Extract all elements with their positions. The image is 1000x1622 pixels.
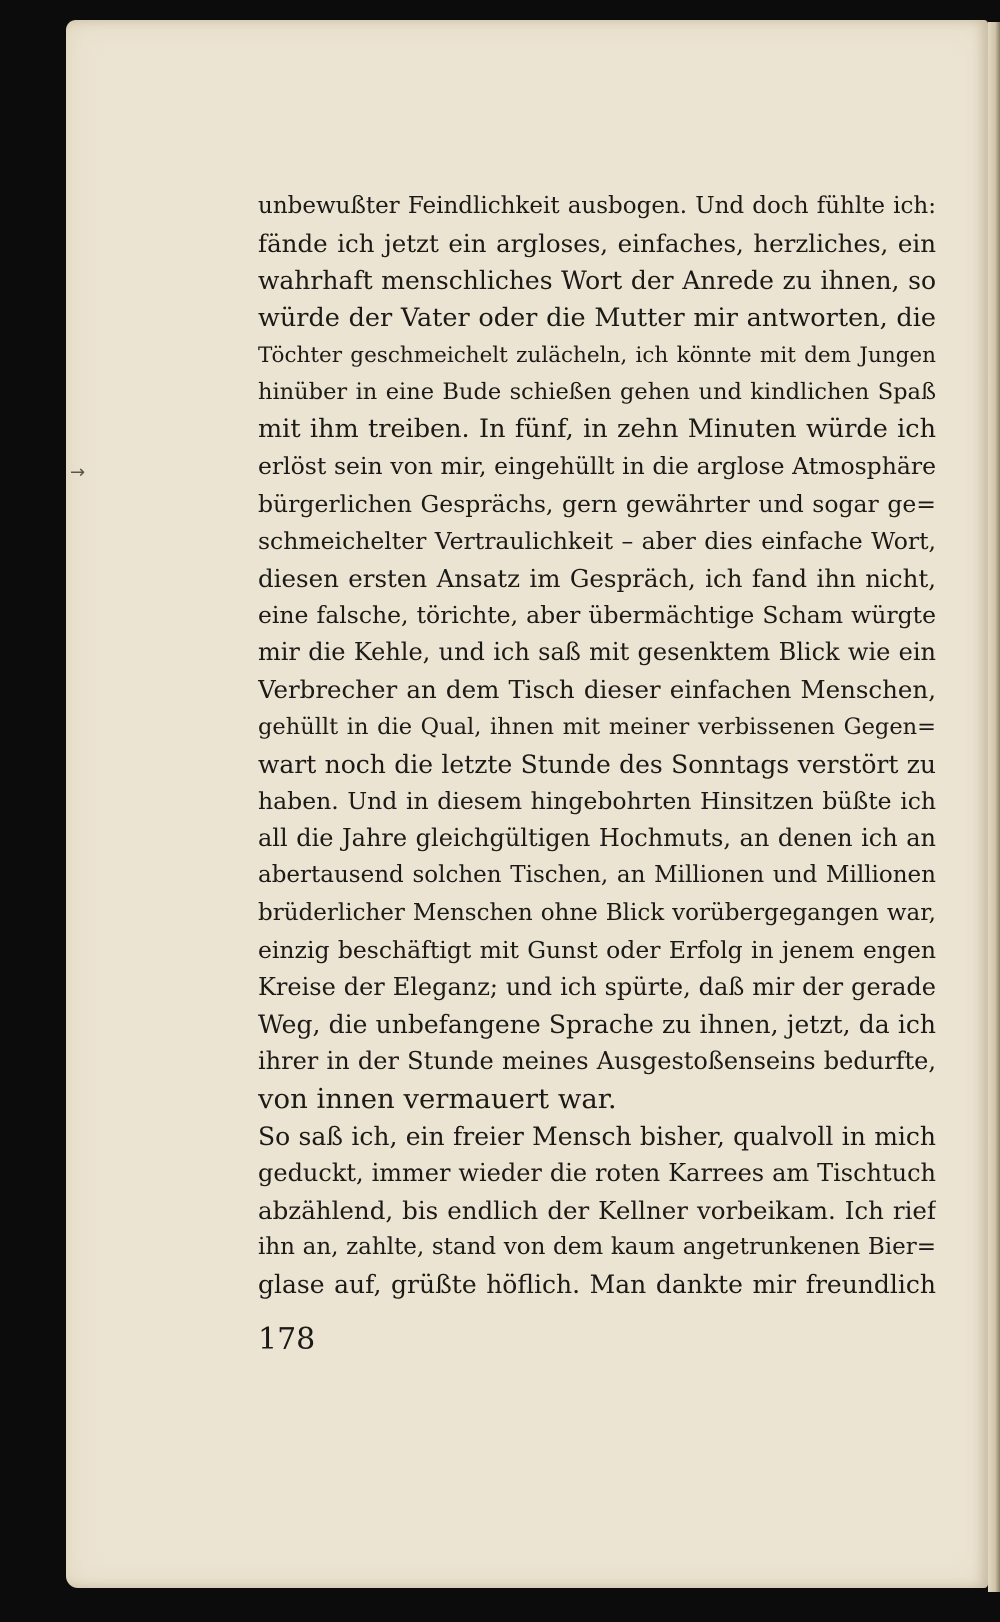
margin-arrow-mark: → [70, 462, 86, 483]
body-text [258, 188, 936, 1304]
text-line: bürgerlichen Gesprächs, gern gewährter und sogar ge= [258, 489, 936, 518]
text-line-paragraph-end: von innen vermauert war. [258, 1082, 617, 1115]
text-line: unbewußter Feindlichkeit ausbogen. Und doch fühlte ich: [258, 193, 936, 219]
text-line: eine falsche, törichte, aber übermächtige Scham würgte [258, 601, 936, 630]
text-line: ihn an, zahlte, stand von dem kaum angetrunkenen Bier= [258, 1234, 936, 1261]
page-number: 178 [258, 1322, 316, 1357]
text-line: wahrhaft menschliches Wort der Anrede zu ihnen, so [258, 266, 936, 296]
text-line: fände ich jetzt ein argloses, einfaches, herzliches, ein [258, 229, 936, 259]
text-line: abertausend solchen Tischen, an Millionen und Millionen [258, 862, 936, 889]
text-line: geduckt, immer wieder die roten Karrees am Tischtuch [258, 1158, 936, 1187]
text-line: mir die Kehle, und ich saß mit gesenktem Blick wie ein [258, 638, 936, 667]
text-line: wart noch die letzte Stunde des Sonntags verstört zu [258, 749, 936, 779]
text-line: Verbrecher an dem Tisch dieser einfachen Menschen, [258, 675, 936, 705]
text-line: diesen ersten Ansatz im Gespräch, ich fand ihn nicht, [258, 563, 936, 593]
text-line: erlöst sein von mir, eingehüllt in die arglose Atmosphäre [258, 452, 936, 481]
text-line: all die Jahre gleichgültigen Hochmuts, an denen ich an [258, 824, 936, 853]
text-line: würde der Vater oder die Mutter mir antworten, die [258, 302, 936, 333]
text-line: abzählend, bis endlich der Kellner vorbeikam. Ich rief [258, 1196, 936, 1226]
text-line: Töchter geschmeichelt zulächeln, ich könnte mit dem Jungen [258, 342, 936, 368]
text-line: Weg, die unbefangene Sprache zu ihnen, jetzt, da ich [258, 1010, 936, 1040]
text-line: mit ihm treiben. In fünf, in zehn Minuten würde ich [258, 414, 936, 445]
text-line: haben. Und in diesem hingebohrten Hinsitzen büßte ich [258, 787, 936, 815]
text-line: ihrer in der Stunde meines Ausgestoßenseins bedurfte, [258, 1047, 936, 1076]
text-line: Kreise der Eleganz; und ich spürte, daß mir der gerade [258, 972, 936, 1001]
page-stack-edge [988, 22, 1000, 1592]
text-line: hinüber in eine Bude schießen gehen und kindlichen Spaß [258, 378, 936, 405]
text-line: brüderlicher Menschen ohne Blick vorübergegangen war, [258, 899, 936, 926]
text-line: glase auf, grüßte höflich. Man dankte mir freundlich [258, 1270, 936, 1300]
text-line: schmeichelter Vertraulichkeit – aber dies einfache Wort, [258, 526, 936, 555]
text-line: gehüllt in die Qual, ihnen mit meiner verbissenen Gegen= [258, 713, 936, 740]
text-line: So saß ich, ein freier Mensch bisher, qualvoll in mich [258, 1121, 936, 1151]
text-line: einzig beschäftigt mit Gunst oder Erfolg in jenem engen [258, 935, 936, 964]
